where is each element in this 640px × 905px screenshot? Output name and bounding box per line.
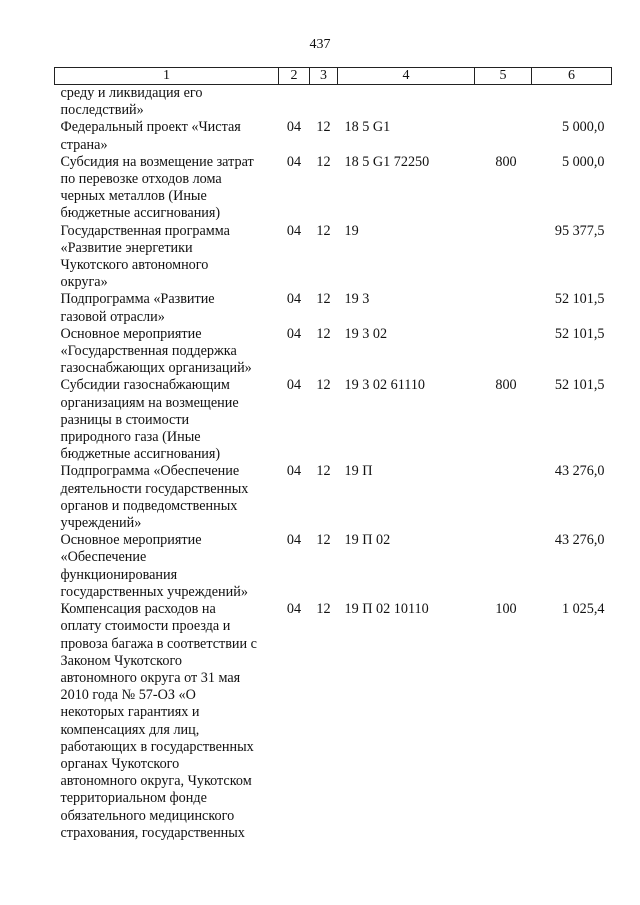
row-subsection: 12 (316, 377, 331, 394)
column-header-name: 1 (55, 68, 279, 85)
row-target-article (338, 85, 475, 120)
row-name: Субсидии газоснабжающим организациям на возмещение разницы в стоимости природного газа (Иные бюджетные ассигнования) (60, 377, 239, 463)
row-expense-type (475, 326, 532, 378)
row-amount: 52 101,5 (554, 325, 605, 342)
row-section: 04 (286, 532, 302, 549)
column-header-amount: 6 (532, 68, 612, 85)
row-amount (532, 85, 612, 120)
row-target-article: 19 П (344, 463, 373, 480)
row-expense-type: 800 (495, 377, 517, 394)
row-name: Государственная программа «Развитие энергетики Чукотского автономного округа» (60, 222, 230, 291)
row-section: 04 (286, 291, 302, 308)
row-target-article: 19 3 02 61110 (344, 377, 426, 394)
row-subsection (310, 85, 338, 120)
row-subsection: 12 (316, 325, 331, 342)
row-name: Федеральный проект «Чистая страна» (60, 119, 241, 153)
table-row (55, 326, 612, 378)
row-expense-type: 100 (495, 601, 517, 618)
row-amount: 1 025,4 (561, 601, 605, 618)
table-row (55, 119, 612, 153)
row-target-article: 19 П 02 (344, 532, 391, 549)
row-subsection: 12 (316, 463, 331, 480)
row-section (279, 85, 310, 120)
row-subsection: 12 (316, 153, 331, 170)
row-expense-type (475, 119, 532, 153)
column-header-section: 2 (279, 68, 310, 85)
row-amount: 95 377,5 (554, 222, 605, 239)
column-header-expense-type: 5 (475, 68, 532, 85)
row-name: Основное мероприятие «Обеспечение функционирования государственных учреждений» (60, 532, 248, 600)
row-expense-type: 800 (495, 153, 517, 170)
row-amount: 43 276,0 (554, 532, 605, 549)
row-target-article: 19 3 (344, 291, 370, 308)
table-row (55, 377, 612, 463)
row-subsection: 12 (316, 532, 331, 549)
row-target-article: 19 П 02 10110 (344, 601, 429, 618)
row-amount: 52 101,5 (554, 377, 605, 394)
row-section: 04 (286, 325, 302, 342)
row-section: 04 (286, 222, 302, 239)
budget-table (54, 67, 612, 842)
table-row (55, 154, 612, 223)
row-amount: 52 101,5 (554, 291, 605, 308)
row-target-article: 19 (344, 222, 359, 239)
budget-table-container (54, 67, 611, 842)
row-subsection: 12 (316, 601, 331, 618)
table-body (55, 85, 612, 842)
table-row (55, 463, 612, 532)
row-name: Подпрограмма «Развитие газовой отрасли» (60, 291, 215, 325)
table-row (55, 532, 612, 601)
table-row (55, 223, 612, 292)
row-name: Основное мероприятие «Государственная поддержка газоснабжающих организаций» (60, 325, 252, 377)
page-number: 437 (309, 37, 331, 52)
row-expense-type (475, 223, 532, 292)
row-name: Субсидия на возмещение затрат по перевозке отходов лома черных металлов (Иные бюджетные ассигнования) (60, 153, 254, 222)
row-name: Компенсация расходов на оплату стоимости проезда и провоза багажа в соответствии с Законом Чукотского автономного округа от 31 мая 2010 года № 57-ОЗ «О некоторых гарантиях и компенсациях для лиц, работающих в государственных органах Чукотского автономного округа, Чукотском территориальном фонде обязательного медицинского страхования, государственных (60, 601, 257, 841)
row-expense-type (475, 85, 532, 120)
table-header-row (55, 68, 612, 85)
row-section: 04 (286, 463, 302, 480)
row-subsection: 12 (316, 222, 331, 239)
row-section: 04 (286, 601, 302, 618)
row-expense-type (475, 463, 532, 532)
row-name: Подпрограмма «Обеспечение деятельности государственных органов и подведомственных учреждений» (60, 463, 249, 532)
column-header-subsection: 3 (310, 68, 338, 85)
column-header-target-article: 4 (338, 68, 475, 85)
row-section: 04 (286, 377, 302, 394)
row-amount: 5 000,0 (561, 153, 605, 170)
row-subsection: 12 (316, 119, 331, 136)
row-expense-type (475, 532, 532, 601)
row-target-article: 19 3 02 (344, 325, 388, 342)
row-amount: 5 000,0 (561, 119, 605, 136)
table-row (55, 601, 612, 842)
row-target-article: 18 5 G1 72250 (344, 153, 430, 170)
table-header (55, 68, 612, 85)
table-row (55, 85, 612, 120)
row-section: 04 (286, 153, 302, 170)
row-amount: 43 276,0 (554, 463, 605, 480)
row-target-article: 18 5 G1 (344, 119, 391, 136)
row-expense-type (475, 291, 532, 325)
row-section: 04 (286, 119, 302, 136)
row-subsection: 12 (316, 291, 331, 308)
table-row (55, 291, 612, 325)
row-name: среду и ликвидация его последствий» (60, 85, 203, 119)
